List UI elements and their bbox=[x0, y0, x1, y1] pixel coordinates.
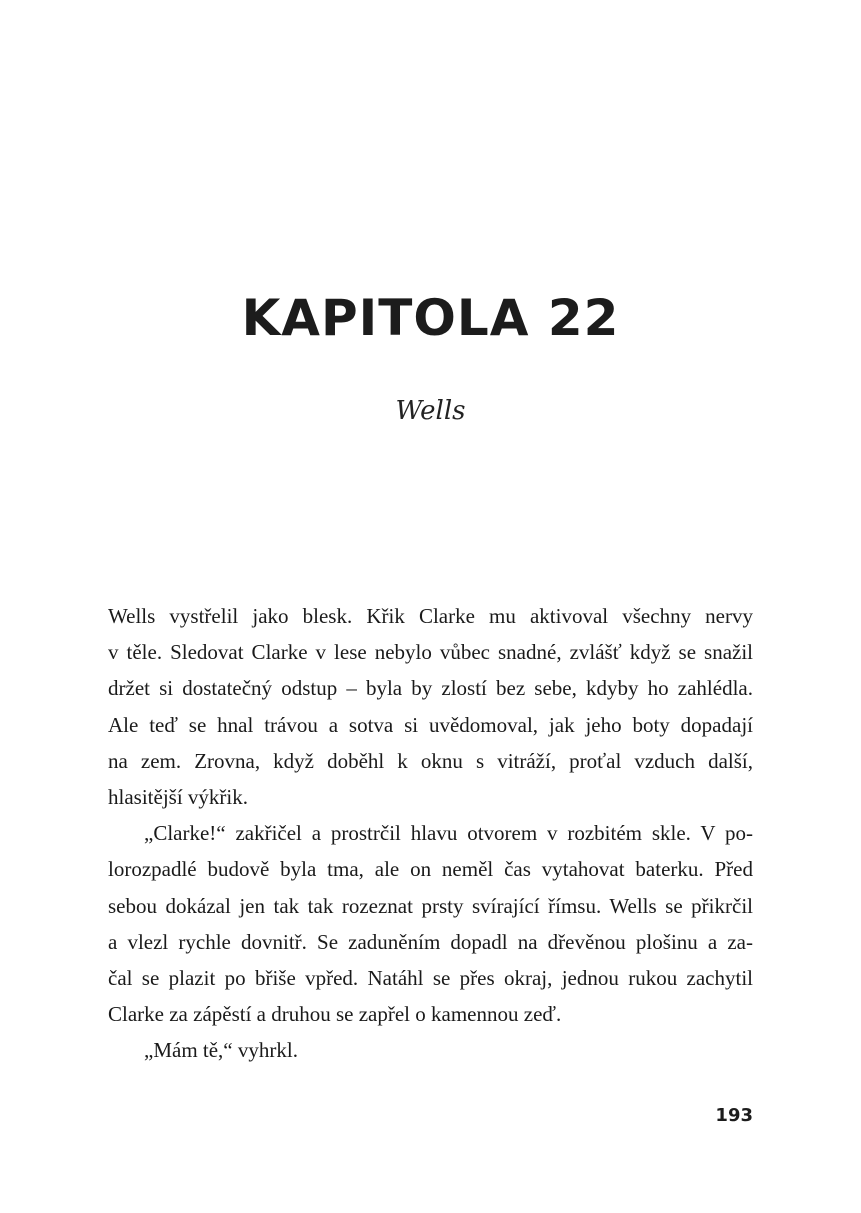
body-line: a vlezl rychle dovnitř. Se zaduněním dopadl na dřevěnou plošinu a za- bbox=[108, 929, 753, 954]
body-line: Wells vystřelil jako blesk. Křik Clarke mu aktivoval všechny nervy bbox=[108, 604, 753, 628]
chapter-subtitle: Wells bbox=[395, 396, 466, 426]
body-line: „Clarke!“ zakřičel a prostrčil hlavu otvorem v rozbitém skle. V po- bbox=[144, 821, 753, 846]
body-line: Clarke za zápěstí a druhou se zapřel o kamennou zeď. bbox=[108, 1002, 562, 1027]
page-number: 193 bbox=[715, 1105, 753, 1126]
chapter-title: KAPITOLA 22 bbox=[241, 289, 620, 347]
body-line: držet si dostatečný odstup – byla by zlostí bez sebe, kdyby ho zahlédla. bbox=[108, 676, 753, 701]
body-text bbox=[108, 598, 753, 1068]
body-line: lorozpadlé budově byla tma, ale on neměl čas vytahovat baterku. Před bbox=[108, 857, 753, 882]
body-line: v těle. Sledovat Clarke v lese nebylo vůbec snadné, zvlášť když se snažil bbox=[108, 640, 753, 665]
body-line: Ale teď se hnal trávou a sotva si uvědomoval, jak jeho boty dopadají bbox=[108, 712, 753, 737]
body-line: čal se plazit po břiše vpřed. Natáhl se přes okraj, jednou rukou zachytil bbox=[108, 965, 753, 990]
body-line: sebou dokázal jen tak tak rozeznat prsty svírající římsu. Wells se přikrčil bbox=[108, 893, 753, 918]
body-line: na zem. Zrovna, když doběhl k oknu s vitráží, proťal vzduch další, bbox=[108, 748, 753, 773]
body-line: hlasitější výkřik. bbox=[108, 784, 248, 809]
body-line: „Mám tě,“ vyhrkl. bbox=[144, 1038, 298, 1063]
